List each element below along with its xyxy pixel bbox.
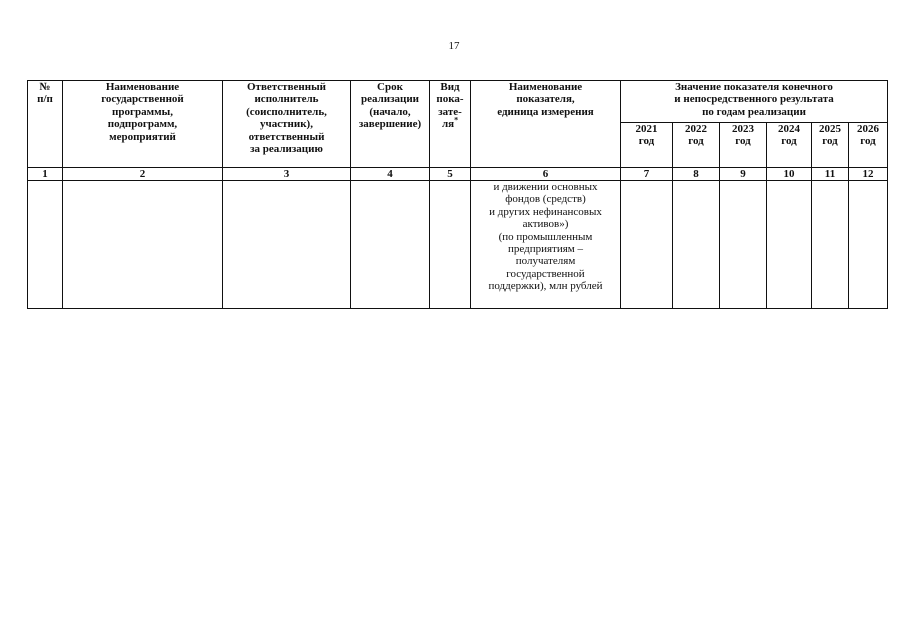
column-number-cell: 11	[812, 168, 849, 181]
value-cell	[767, 181, 812, 309]
header-values-group-cell	[621, 81, 888, 123]
header-text: завершение)	[358, 118, 422, 131]
header-text: Срок	[377, 81, 403, 93]
column-number-cell: 8	[673, 168, 720, 181]
header-text: (соисполнитель,	[246, 105, 327, 118]
header-text: Ответственный	[246, 81, 327, 93]
header-text: за реализацию	[250, 143, 323, 156]
year-label: 2021	[635, 123, 658, 135]
header-text: Значение показателя конечного	[675, 81, 833, 93]
header-text: пока-	[436, 93, 464, 106]
value-cell	[621, 181, 673, 309]
year-unit: год	[638, 135, 655, 148]
column-number-cell: 1	[28, 168, 63, 181]
header-text: Вид	[440, 81, 460, 93]
year-label: 2022	[685, 123, 707, 135]
value-cell	[812, 181, 849, 309]
year-unit: год	[860, 135, 876, 148]
indicator-line: предприятиям –	[507, 243, 584, 256]
column-number-cell: 12	[849, 168, 888, 181]
header-indicator-type-cell	[430, 81, 471, 168]
indicator-line: (по промышленным	[498, 230, 593, 243]
header-text: государственной	[101, 93, 184, 106]
header-text: реализации	[360, 93, 420, 106]
header-indicator-name-cell	[471, 81, 621, 168]
header-year-cell	[849, 123, 888, 168]
year-unit: год	[688, 135, 704, 148]
header-text: (начало,	[369, 105, 411, 118]
empty-cell	[63, 181, 223, 309]
indicator-line: и других нефинансовых	[489, 205, 602, 218]
header-text: подпрограмм,	[107, 118, 178, 131]
column-number-row	[28, 168, 888, 181]
year-unit: год	[822, 135, 838, 148]
program-indicators-table	[27, 80, 888, 309]
page-number: 17	[448, 40, 460, 52]
column-number-cell: 5	[430, 168, 471, 181]
header-text: и непосредственного результата	[674, 93, 834, 106]
header-text: №	[39, 81, 51, 93]
header-text: зате-	[438, 105, 462, 118]
indicator-line: и движении основных	[493, 181, 598, 193]
column-number-cell: 7	[621, 168, 673, 181]
year-unit: год	[735, 135, 751, 148]
empty-cell	[430, 181, 471, 309]
header-number-cell	[28, 81, 63, 168]
header-year-cell	[767, 123, 812, 168]
header-text: Наименование	[508, 81, 583, 93]
column-number-cell: 3	[223, 168, 351, 181]
header-text: п/п	[37, 93, 53, 106]
header-term-cell	[351, 81, 430, 168]
header-text: мероприятий	[109, 130, 176, 143]
header-text: по годам реализации	[702, 105, 806, 118]
header-text: Наименование	[105, 81, 180, 93]
value-cell	[673, 181, 720, 309]
empty-cell	[351, 181, 430, 309]
header-text-with-mark	[432, 115, 468, 131]
footnote-mark: *	[454, 115, 459, 125]
indicator-line: поддержки), млн рублей	[488, 280, 603, 293]
header-text: участник),	[260, 118, 313, 131]
indicator-line: активов»)	[522, 218, 569, 231]
header-year-cell	[673, 123, 720, 168]
year-label: 2024	[778, 123, 800, 135]
header-program-name-cell	[63, 81, 223, 168]
year-unit: год	[781, 135, 797, 148]
header-text: ля	[441, 118, 455, 131]
column-number-cell: 9	[720, 168, 767, 181]
empty-cell	[28, 181, 63, 309]
header-year-cell	[720, 123, 767, 168]
header-text: единица измерения	[497, 105, 594, 118]
indicator-line: государственной	[506, 267, 585, 280]
empty-cell	[223, 181, 351, 309]
year-label: 2025	[819, 123, 841, 135]
indicator-name-cell	[471, 181, 621, 309]
value-cell	[720, 181, 767, 309]
year-label: 2026	[857, 123, 880, 135]
header-text: ответственный	[248, 130, 325, 143]
column-number-cell: 4	[351, 168, 430, 181]
year-label: 2023	[732, 123, 754, 135]
header-row	[28, 81, 888, 123]
table-row	[28, 181, 888, 309]
column-number-cell: 6	[471, 168, 621, 181]
header-text: программы,	[112, 105, 173, 118]
indicator-line: получателям	[515, 255, 576, 268]
header-year-cell	[621, 123, 673, 168]
value-cell	[849, 181, 888, 309]
header-text: показателя,	[516, 93, 575, 106]
header-year-cell	[812, 123, 849, 168]
header-text: исполнитель	[254, 93, 319, 106]
column-number-cell: 2	[63, 168, 223, 181]
indicator-line: фондов (средств)	[505, 193, 586, 206]
header-executor-cell	[223, 81, 351, 168]
column-number-cell: 10	[767, 168, 812, 181]
